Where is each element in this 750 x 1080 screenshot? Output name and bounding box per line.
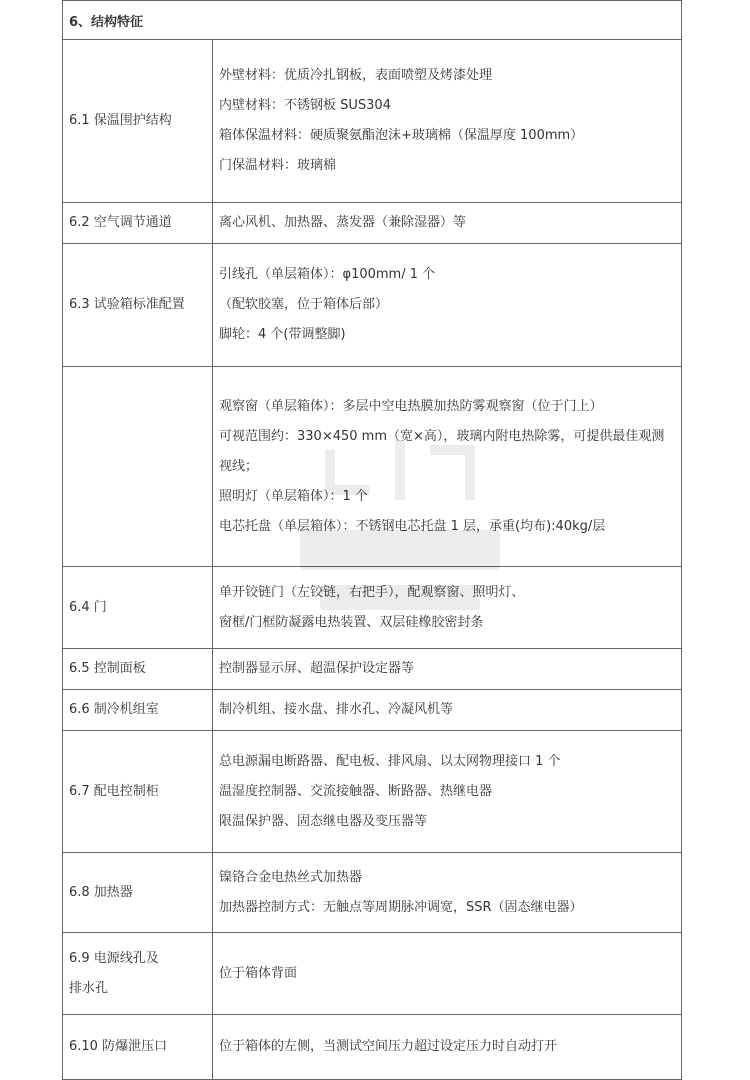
table-row	[63, 203, 682, 244]
row-label	[63, 649, 213, 690]
content-line: 温湿度控制器、交流接触器、断路器、热继电器	[219, 783, 493, 799]
row-label-text: 6.1 保温围护结构	[69, 113, 172, 128]
row-content	[213, 244, 682, 367]
content-line: （配软胶塞，位于箱体后部）	[219, 297, 389, 312]
section-header-row	[63, 1, 682, 40]
content-line: 制冷机组、接水盘、排水孔、冷凝风机等	[219, 702, 454, 717]
row-label	[63, 203, 213, 244]
row-label-text: 6.5 控制面板	[69, 661, 146, 676]
row-label	[63, 244, 213, 367]
table-row	[63, 933, 682, 1015]
row-content	[213, 40, 682, 203]
content-line: 电芯托盘（单层箱体）：不锈钢电芯托盘 1 层，承重(均布):40kg/层	[219, 518, 606, 534]
content-line: 加热器控制方式：无触点等周期脉冲调宽，SSR（固态继电器）	[219, 899, 583, 915]
row-label	[63, 853, 213, 933]
table-row	[63, 731, 682, 853]
row-label-text: 6.6 制冷机组室	[69, 702, 159, 717]
content-line: 门保温材料：玻璃棉	[219, 158, 337, 173]
content-line: 位于箱体背面	[219, 965, 298, 981]
content-line: 可视范围约：330×450 mm（宽×高），玻璃内附电热除雾，可提供最佳观测	[219, 428, 665, 444]
row-label-text: 6.2 空气调节通道	[69, 215, 172, 230]
table-row	[63, 40, 682, 203]
content-line: 外壁材料：优质冷扎钢板，表面喷塑及烤漆处理	[219, 68, 493, 83]
content-line: 照明灯（单层箱体）：1 个	[219, 488, 368, 504]
row-label	[63, 731, 213, 853]
row-label-text: 6.3 试验箱标准配置	[69, 297, 185, 312]
table-row	[63, 853, 682, 933]
content-line: 总电源漏电断路器、配电板、排风扇、以太网物理接口 1 个	[219, 753, 561, 769]
content-line: 内壁材料：不锈钢板 SUS304	[219, 98, 391, 113]
content-line: 脚轮：4 个(带调整脚)	[219, 327, 346, 342]
row-label	[63, 567, 213, 649]
row-content	[213, 567, 682, 649]
row-content	[213, 367, 682, 567]
section-title: 6、结构特征	[63, 1, 682, 40]
content-line: 位于箱体的左侧，当测试空间压力超过设定压力时自动打开	[219, 1039, 558, 1054]
row-content	[213, 649, 682, 690]
row-content	[213, 933, 682, 1015]
content-line: 单开铰链门（左铰链，右把手），配观察窗、照明灯、	[219, 584, 525, 600]
table-row	[63, 367, 682, 567]
table-row	[63, 567, 682, 649]
row-content	[213, 853, 682, 933]
content-line: 离心风机、加热器、蒸发器（兼除湿器）等	[219, 215, 467, 230]
content-line: 窗框/门框防凝露电热装置、双层硅橡胶密封条	[219, 614, 484, 630]
row-label-text: 6.7 配电控制柜	[69, 783, 159, 799]
row-label-text: 6.4 门	[69, 599, 107, 615]
content-line: 引线孔（单层箱体）：φ100mm/ 1 个	[219, 267, 436, 282]
row-content	[213, 203, 682, 244]
row-label-text: 6.10 防爆泄压口	[69, 1039, 168, 1054]
content-line: 箱体保温材料：硬质聚氨酯泡沫+玻璃棉（保温厚度 100mm）	[219, 128, 584, 143]
content-line: 视线；	[219, 458, 259, 474]
row-content	[213, 690, 682, 731]
content-line: 观察窗（单层箱体）：多层中空电热膜加热防雾观察窗（位于门上）	[219, 398, 603, 414]
table-row	[63, 244, 682, 367]
content-line: 限温保护器、固态继电器及变压器等	[219, 813, 428, 829]
row-label	[63, 690, 213, 731]
row-content	[213, 731, 682, 853]
row-label-text: 6.9 电源线孔及	[69, 950, 159, 966]
row-label-text: 6.8 加热器	[69, 884, 133, 900]
row-label	[63, 367, 213, 567]
table-row	[63, 690, 682, 731]
row-label	[63, 40, 213, 203]
content-line: 控制器显示屏、超温保护设定器等	[219, 661, 415, 676]
row-label-text: 排水孔	[69, 980, 109, 996]
spec-table	[62, 0, 682, 1080]
row-label	[63, 933, 213, 1015]
content-line: 镍铬合金电热丝式加热器	[219, 869, 363, 885]
table-row	[63, 649, 682, 690]
